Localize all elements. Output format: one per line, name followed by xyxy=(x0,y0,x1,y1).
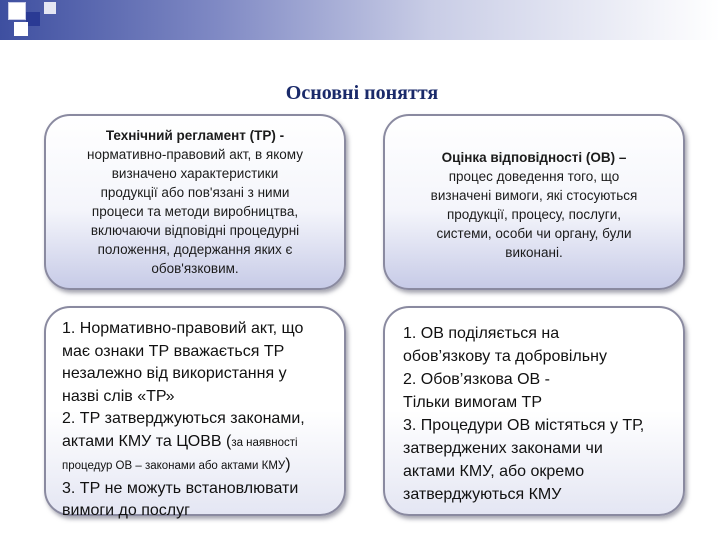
note-line: затверджуються КМУ xyxy=(403,486,562,503)
note-text: актами КМУ та ЦОВВ ( xyxy=(62,432,232,450)
note-line xyxy=(62,454,336,478)
definition-text xyxy=(393,148,675,262)
definition-line: обов'язковим. xyxy=(151,261,239,276)
definition-line: визначені вимоги, які стосуються xyxy=(430,188,638,203)
note-line: актами КМУ, або окремо xyxy=(403,463,585,480)
note-line: 2. ТР затверджуються законами, xyxy=(62,410,305,427)
slide-title xyxy=(0,82,720,105)
definition-line: продукції, процесу, послуги, xyxy=(446,207,622,222)
note-line: обов’язкову та добровільну xyxy=(403,348,607,365)
note-small-text: процедур ОВ – законами або актами КМУ xyxy=(62,460,286,472)
note-line xyxy=(62,431,336,455)
notes-list xyxy=(403,322,675,506)
definition-line: виконані. xyxy=(505,245,563,260)
notes-card-conformity-assessment xyxy=(383,306,685,516)
note-line: 1. Нормативно-правовий акт, що xyxy=(62,320,304,337)
definition-line: процеси та методи виробництва, xyxy=(91,204,299,219)
definition-line: включаючи відповідні процедурні xyxy=(90,223,300,238)
definition-term: Оцінка відповідності (ОВ) – xyxy=(441,150,627,165)
note-line: затверджених законами чи xyxy=(403,440,603,457)
decor-square xyxy=(26,12,40,26)
definition-text xyxy=(54,126,336,278)
note-line: 1. ОВ поділяється на xyxy=(403,325,560,342)
note-text: ) xyxy=(285,456,291,473)
notes-list xyxy=(62,318,336,523)
note-line: Тільки вимогам ТР xyxy=(403,394,542,411)
note-line: незалежно від використання у xyxy=(62,365,287,382)
decor-square xyxy=(8,2,26,20)
note-line: вимоги до послуг xyxy=(62,502,190,519)
header-decoration xyxy=(0,0,720,40)
note-line: має ознаки ТР вважається ТР xyxy=(62,342,285,360)
definition-line: визначено характеристики xyxy=(111,166,279,181)
definition-card-technical-regulation xyxy=(44,114,346,290)
definition-line: продукції або пов'язані з ними xyxy=(100,185,290,200)
note-small-text: за наявності xyxy=(231,436,298,449)
note-line: 3. ТР не можуть встановлювати xyxy=(62,479,299,497)
decor-square xyxy=(44,2,56,14)
definition-card-conformity-assessment xyxy=(383,114,685,290)
definition-line: положення, додержання яких є xyxy=(97,242,293,257)
definition-term: Технічний регламент (ТР) - xyxy=(105,128,285,143)
definition-line: системи, особи чи органу, були xyxy=(436,226,632,241)
decor-square xyxy=(14,22,28,36)
notes-card-technical-regulation xyxy=(44,306,346,519)
note-line: назві слів «ТР» xyxy=(62,387,175,405)
definition-line: нормативно-правовий акт, в якому xyxy=(87,147,303,162)
definition-line: процес доведення того, що xyxy=(448,169,620,184)
note-line: 3. Процедури ОВ містяться у ТР, xyxy=(403,417,645,434)
slide-title-text: Основні поняття xyxy=(285,82,439,104)
note-line: 2. Обов’язкова ОВ - xyxy=(403,371,550,388)
